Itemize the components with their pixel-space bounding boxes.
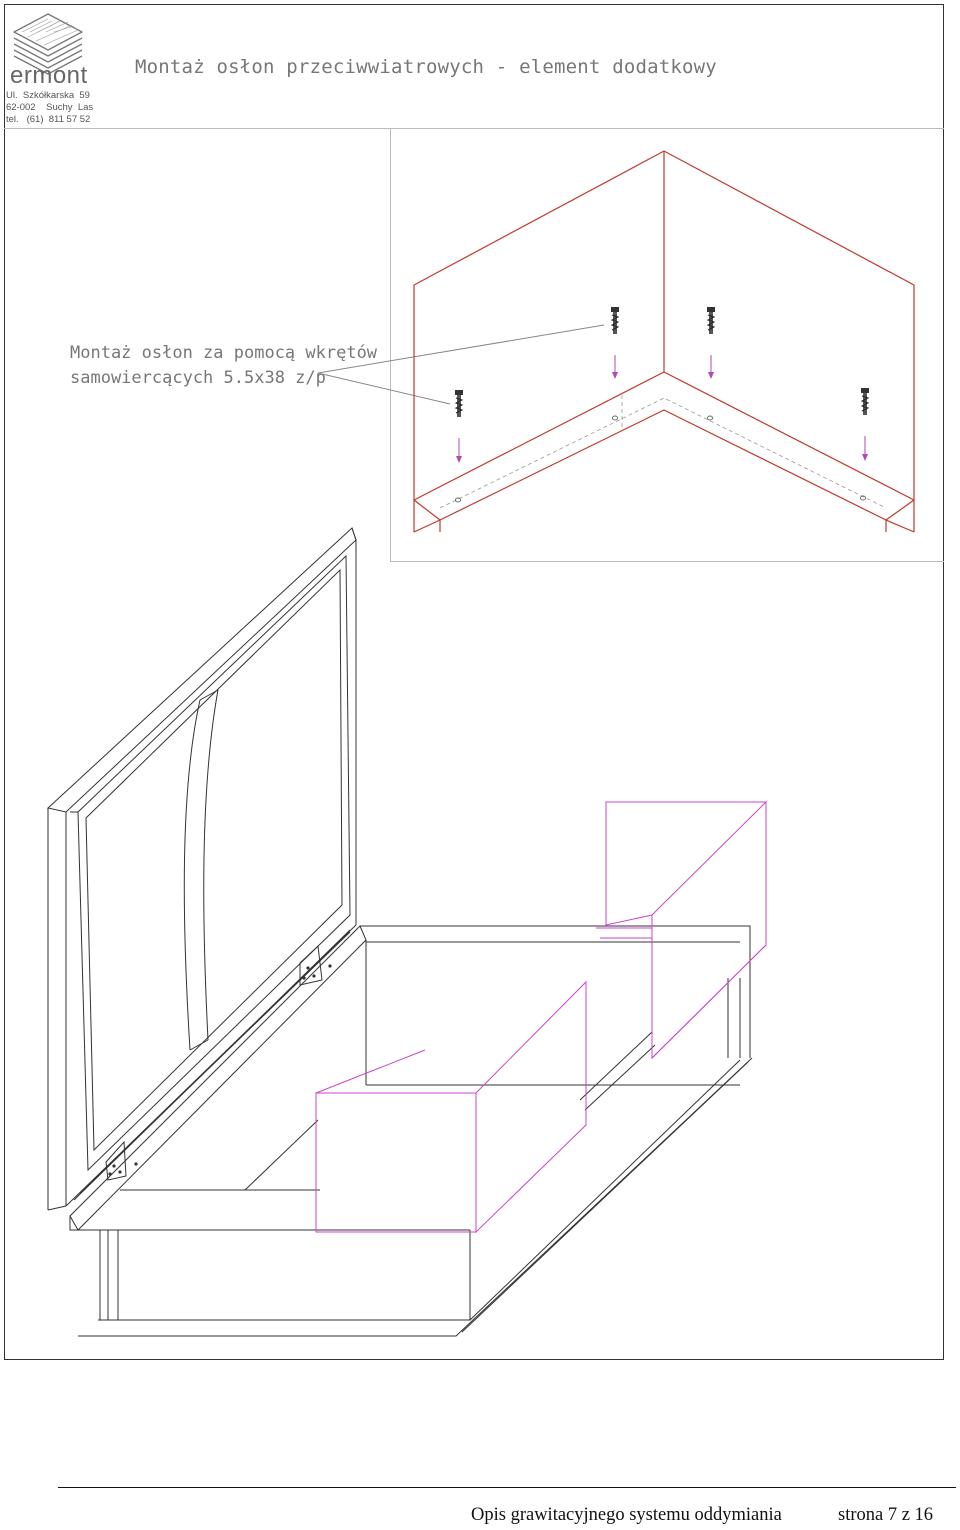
screw-icon: [455, 390, 463, 463]
corner-shield-detail: [414, 151, 914, 532]
annotation-line-1: Montaż osłon za pomocą wkrętów: [70, 343, 378, 363]
screw-icon: [707, 307, 715, 379]
hatch-lid: [48, 528, 356, 1210]
footer-document-title: Opis grawitacyjnego systemu oddymiania: [471, 1505, 782, 1525]
footer-rule: [58, 1487, 956, 1488]
address-street: Ul. Szkółkarska 59: [6, 90, 90, 101]
footer-page-number: strona 7 z 16: [838, 1505, 934, 1525]
annotation-line-2: samowiercących 5.5x38 z/p: [70, 368, 326, 388]
hatch-curb: [70, 926, 752, 1336]
screw-icon: [611, 307, 619, 379]
drawing-title: Montaż osłon przeciwwiatrowych - element dodatkowy: [135, 56, 717, 78]
screw-holes: [455, 416, 865, 502]
logo-name: ermont: [10, 62, 88, 89]
address-phone: tel. (61) 811 57 52: [6, 114, 91, 125]
address-city: 62-002 Suchy Las: [6, 102, 94, 113]
side-shields: [316, 802, 766, 1232]
screw-icon: [861, 388, 869, 461]
